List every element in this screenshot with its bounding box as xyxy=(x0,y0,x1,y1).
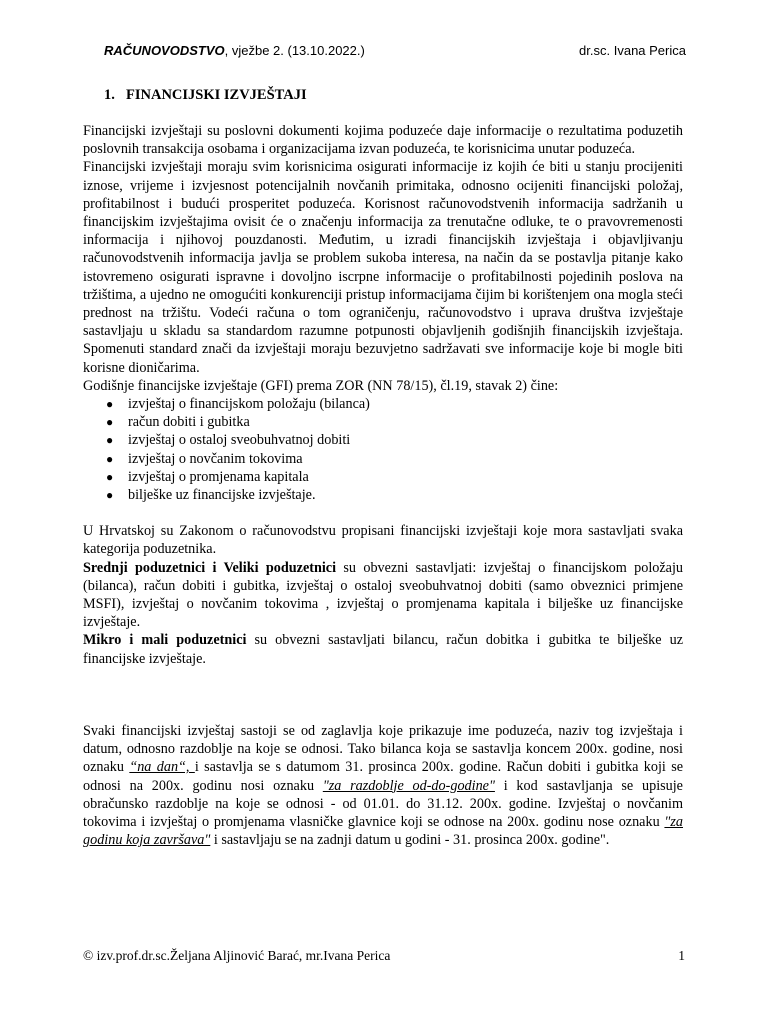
paragraph-5: Srednji poduzetnici i Veliki poduzetnici su obvezni sastavljati: izvještaj o financijskom položaju (bilanca), račun dobiti i gubitka, izvještaj o ostaloj sveobuhvatnoj dobiti (samo obveznici primjene MSFI), izvještaj o novčanim tokovima , izvještaj o promjenama kapitala i bilješke uz financijske izvještaje. xyxy=(83,559,684,631)
paragraph-1: Financijski izvještaji su poslovni dokumenti kojima poduzeće daje informacije o rezultatima poduzetih poslovnih transakcija osobama i organizacijama izvan poduzeća, te korisnicima unutar poduzeća. xyxy=(83,123,683,158)
bullet-icon: ● xyxy=(106,488,114,503)
enterprise-category-small: Mikro i mali poduzetnici xyxy=(83,632,247,649)
list-item: ● izvještaj o novčanim tokovima xyxy=(106,450,303,467)
section-number: 1. xyxy=(104,87,115,103)
section-title: FINANCIJSKI IZVJEŠTAJI xyxy=(126,87,307,103)
bullet-icon: ● xyxy=(106,415,114,430)
label-na-dan: “na dan“, xyxy=(129,759,195,776)
page-footer xyxy=(83,948,685,968)
footer-copyright: © izv.prof.dr.sc.Željana Aljinović Barać, mr.Ivana Perica xyxy=(83,948,391,963)
label-za-godinu: "za godinu koja završava" xyxy=(83,813,683,849)
list-item: ● izvještaj o promjenama kapitala xyxy=(106,468,309,485)
paragraph-3: Godišnje financijske izvještaje (GFI) prema ZOR (NN 78/15), čl.19, stavak 2) čine: xyxy=(83,377,559,394)
section-heading xyxy=(104,87,307,104)
paragraph-7: Svaki financijski izvještaj sastoji se od zaglavlja koje prikazuje ime poduzeća, naziv tog izvještaja i datum, odnosno razdoblje na koje se odnosi. Tako bilanca koja se sastavlja koncem 200x. godine, nosi oznaku “na dan“, i sastavlja se s datumom 31. prosinca 200x. godine. Račun dobiti i gubitka koji se odnosi na 200x. godinu nosi oznaku "za razdoblje od-do-godine" i kod sastavljanja se upisuje obračunsko razdoblje na koje se odnosi - od 01.01. do 31.12. 200x. godine. Izvještaj o novčanim tokovima i izvještaj o promjenama vlasničke glavnice koji se odnose na 200x. godinu nose oznaku "za godinu koja završava" i sastavljaju se na zadnji datum u godini - 31. prosinca 200x. godine". xyxy=(83,722,684,849)
course-name: RAČUNOVODSTVO xyxy=(104,43,225,58)
document-body xyxy=(83,122,683,849)
session-info: , vježbe 2. (13.10.2022.) xyxy=(224,43,365,58)
bullet-icon: ● xyxy=(106,469,114,484)
bullet-icon: ● xyxy=(106,397,114,412)
paragraph-6: Mikro i mali poduzetnici su obvezni sastavljati bilancu, račun dobitka i gubitka te bilješke uz financijske izvještaje. xyxy=(83,632,683,667)
bullet-icon: ● xyxy=(106,433,114,448)
page-number: 1 xyxy=(678,948,685,963)
header-course xyxy=(104,43,365,58)
paragraph-4: U Hrvatskoj su Zakonom o računovodstvu propisani financijski izvještaji koje mora sastavljati svaka kategorija poduzetnika. xyxy=(83,523,683,558)
paragraph-2: Financijski izvještaji moraju svim korisnicima osigurati informacije iz kojih će biti u stanju procijeniti iznose, vrijeme i izvjesnost potencijalnih novčanih primitaka, odnosno ocijeniti financijski položaj, profitabilnost i budući prosperitet poduzeća. Korisnost računovodstvenih informacija sadržanih u financijskim izvještajima ovisit će o značenju informacija za trenutačne odluke, te o pravovremenosti informacija i njihovoj pouzdanosti. Međutim, u izradi financijskih izvještaja i objavljivanju računovodstvenih informacija javlja se problem sukoba interesa, na način da se postavlja pitanje kako istovremeno osigurati ispravne i dovoljno iscrpne informacije o profitabilnosti pojedinih poslova na tržištima, a ujedno ne omogućiti konkurenciji pristup informacijama čijim bi korištenjem ona mogla steći prednost na tržištu. Vodeći računa o tom ograničenju, računovodstvo i uprava društva izvještaje sastavljaju u skladu sa standardom razumne potpunosti objavljenih godišnjih financijskih izvještaja. Spomenuti standard znači da izvještaji moraju bezuvjetno sadržavati sve informacije koje bi mogle biti korisne dioničarima. xyxy=(83,159,683,376)
header-author: dr.sc. Ivana Perica xyxy=(579,43,686,58)
page-header xyxy=(104,40,686,62)
gfi-list xyxy=(83,395,683,504)
list-item: ● izvještaj o ostaloj sveobuhvatnoj dobiti xyxy=(106,432,351,449)
enterprise-category-large: Srednji poduzetnici i Veliki poduzetnici xyxy=(83,559,337,576)
bullet-icon: ● xyxy=(106,451,114,466)
list-item: ● izvještaj o financijskom položaju (bilanca) xyxy=(106,396,370,413)
list-item: ● račun dobiti i gubitka xyxy=(106,414,250,431)
list-item: ● bilješke uz financijske izvještaje. xyxy=(106,487,316,504)
label-za-razdoblje: "za razdoblje od-do-godine" xyxy=(322,777,495,794)
